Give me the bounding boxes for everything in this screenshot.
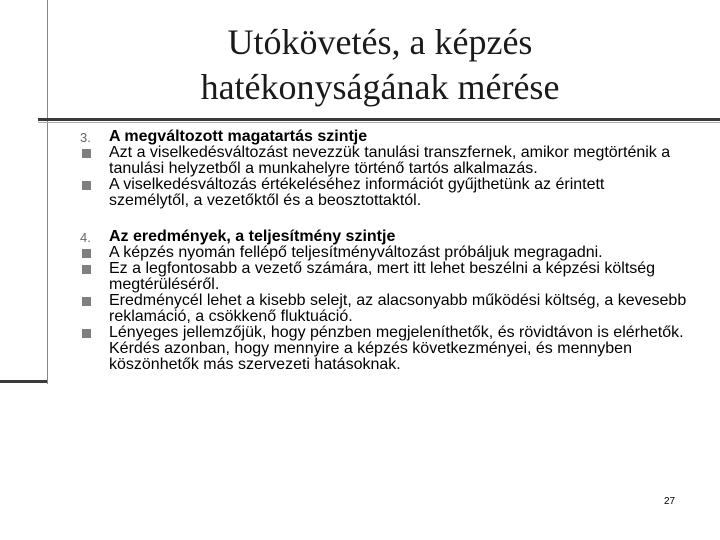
section-heading-text: Az eredmények, a teljesítmény szintje — [109, 228, 396, 245]
square-bullet-icon — [82, 329, 91, 338]
vertical-rule — [47, 0, 48, 384]
bullet-text: Lényeges jellemzőjük, hogy pénzben megjeleníthetők, és rövidtávon is elérhetők. Kérdés azonban, hogy mennyire a képzés következményei, és mennyben köszönhetők más szervezeti hatásoknak. — [109, 324, 684, 373]
bullet-text: A viselkedésváltozás értékeléséhez információt gyűjthetünk az érintett személytől, a vezetőktől és a beosztottaktól. — [109, 176, 605, 209]
section-heading-3 — [78, 129, 688, 145]
page-number: 27 — [664, 496, 676, 507]
bullet-item — [78, 177, 688, 209]
title-line-1: Utókövetés, a képzés — [227, 22, 533, 62]
square-bullet-icon — [82, 181, 91, 190]
bullet-text: A képzés nyomán fellépő teljesítményváltozást próbáljuk megragadni. — [109, 244, 603, 261]
bullet-item — [78, 293, 688, 325]
title-underline-thin — [38, 122, 720, 123]
square-bullet-icon — [82, 149, 91, 158]
slide-title — [120, 20, 640, 110]
square-bullet-icon — [82, 265, 91, 274]
bullet-item — [78, 261, 688, 293]
left-tick-mark — [0, 380, 47, 383]
section-heading-text: A megváltozott magatartás szintje — [109, 128, 368, 145]
section-number: 4. — [80, 230, 91, 245]
bullet-item — [78, 145, 688, 177]
bullet-text: Eredménycél lehet a kisebb selejt, az alacsonyabb működési költség, a kevesebb reklamáció, a csökkenő fluktuáció. — [109, 292, 687, 325]
slide-body — [78, 129, 688, 373]
bullet-text: Ez a legfontosabb a vezető számára, mert itt lehet beszélni a képzési költség megtérüléséről. — [109, 260, 656, 293]
square-bullet-icon — [82, 249, 91, 258]
bullet-item — [78, 245, 688, 261]
title-line-2: hatékonyságának mérése — [200, 67, 560, 107]
square-bullet-icon — [82, 297, 91, 306]
section-heading-4 — [78, 229, 688, 245]
title-underline — [38, 118, 720, 121]
bullet-text: Azt a viselkedésváltozást nevezzük tanulási transzfernek, amikor megtörténik a tanulási helyzetből a munkahelyre történő tartós alkalmazás. — [109, 144, 671, 177]
section-number: 3. — [80, 130, 91, 145]
bullet-item — [78, 325, 688, 373]
